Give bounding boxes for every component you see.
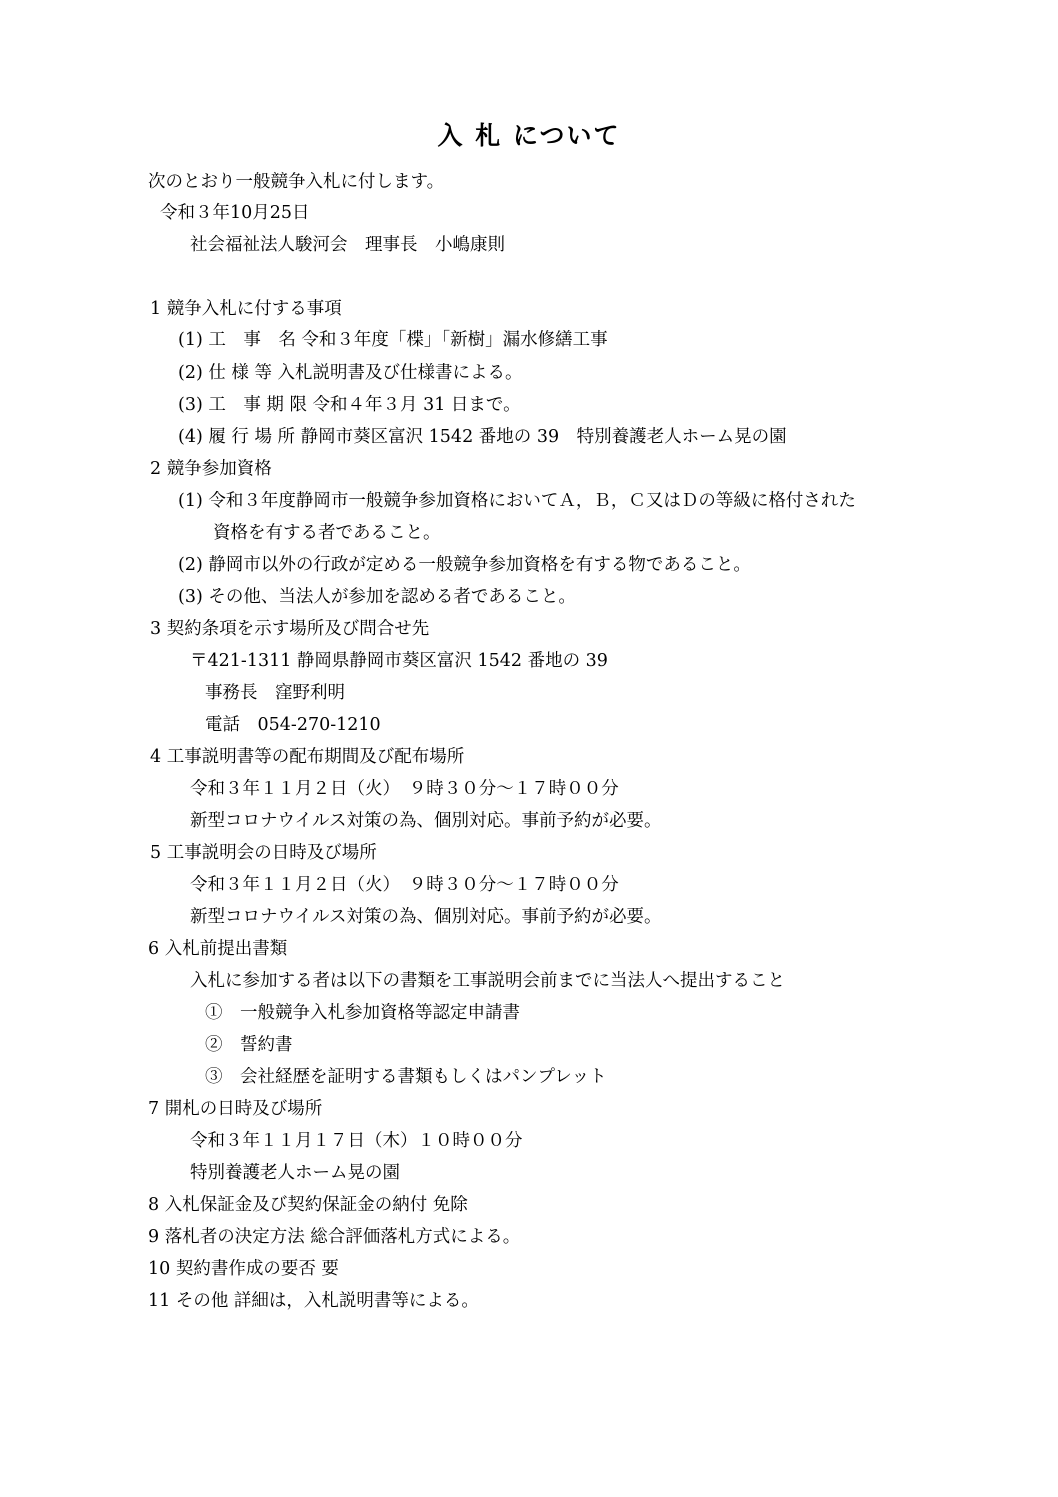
section-1-item-4: (4) 履 行 場 所 静岡市葵区富沢 1542 番地の 39 特別養護老人ホーム晃の園 [178,427,787,447]
section-4-datetime: 令和３年１１月２日（火） ９時３０分～１７時００分 [190,779,619,799]
section-8-heading: 8 入札保証金及び契約保証金の納付 免除 [148,1195,468,1215]
contact-phone: 電話 054-270-1210 [205,715,381,735]
section-2-item-2: (2) 静岡市以外の行政が定める一般競争参加資格を有する物であること。 [178,555,751,575]
section-10-heading: 10 契約書作成の要否 要 [148,1259,339,1279]
contact-person: 事務長 窪野利明 [205,683,345,703]
section-2-heading: 2 競争参加資格 [150,459,272,479]
section-1-heading: 1 競争入札に付する事項 [150,299,342,319]
document-item-1: ① 一般競争入札参加資格等認定申請書 [205,1003,520,1023]
section-5-note: 新型コロナウイルス対策の為、個別対応。事前予約が必要。 [190,907,662,927]
section-2-item-1: (1) 令和３年度静岡市一般競争参加資格においてＡ，Ｂ，Ｃ又はＤの等級に格付された [178,491,856,511]
section-4-note: 新型コロナウイルス対策の為、個別対応。事前予約が必要。 [190,811,662,831]
section-3-heading: 3 契約条項を示す場所及び問合せ先 [150,619,430,639]
section-1-item-3: (3) 工 事 期 限 令和４年３月 31 日まで。 [178,395,521,415]
section-7-place: 特別養護老人ホーム晃の園 [190,1163,400,1183]
section-7-datetime: 令和３年１１月１７日（木）１０時００分 [190,1131,523,1151]
section-6-description: 入札に参加する者は以下の書類を工事説明会前までに当法人へ提出すること [190,971,785,991]
section-11-heading: 11 その他 詳細は，入札説明書等による。 [148,1291,479,1311]
section-5-datetime: 令和３年１１月２日（火） ９時３０分～１７時００分 [190,875,619,895]
section-5-heading: 5 工事説明会の日時及び場所 [150,843,377,863]
section-2-item-1-cont: 資格を有する者であること。 [213,523,441,543]
document-item-2: ② 誓約書 [205,1035,293,1055]
section-6-heading: 6 入札前提出書類 [148,939,288,959]
section-1-item-1: (1) 工 事 名 令和３年度「楪」「新樹」漏水修繕工事 [178,330,608,350]
page-title: 入 札 について [437,121,621,150]
section-1-item-2: (2) 仕 様 等 入札説明書及び仕様書による。 [178,363,523,383]
issue-date: 令和３年10月25日 [160,203,310,223]
section-2-item-3: (3) その他、当法人が参加を認める者であること。 [178,587,576,607]
section-7-heading: 7 開札の日時及び場所 [148,1099,323,1119]
issuer-name: 社会福祉法人駿河会 理事長 小嶋康則 [190,235,505,255]
contact-address: 〒421-1311 静岡県静岡市葵区富沢 1542 番地の 39 [190,651,608,671]
document-item-3: ③ 会社経歴を証明する書類もしくはパンプレット [205,1067,607,1087]
section-9-heading: 9 落札者の決定方法 総合評価落札方式による。 [148,1227,521,1247]
intro-text: 次のとおり一般競争入札に付します。 [148,172,445,192]
section-4-heading: 4 工事説明書等の配布期間及び配布場所 [150,747,465,767]
